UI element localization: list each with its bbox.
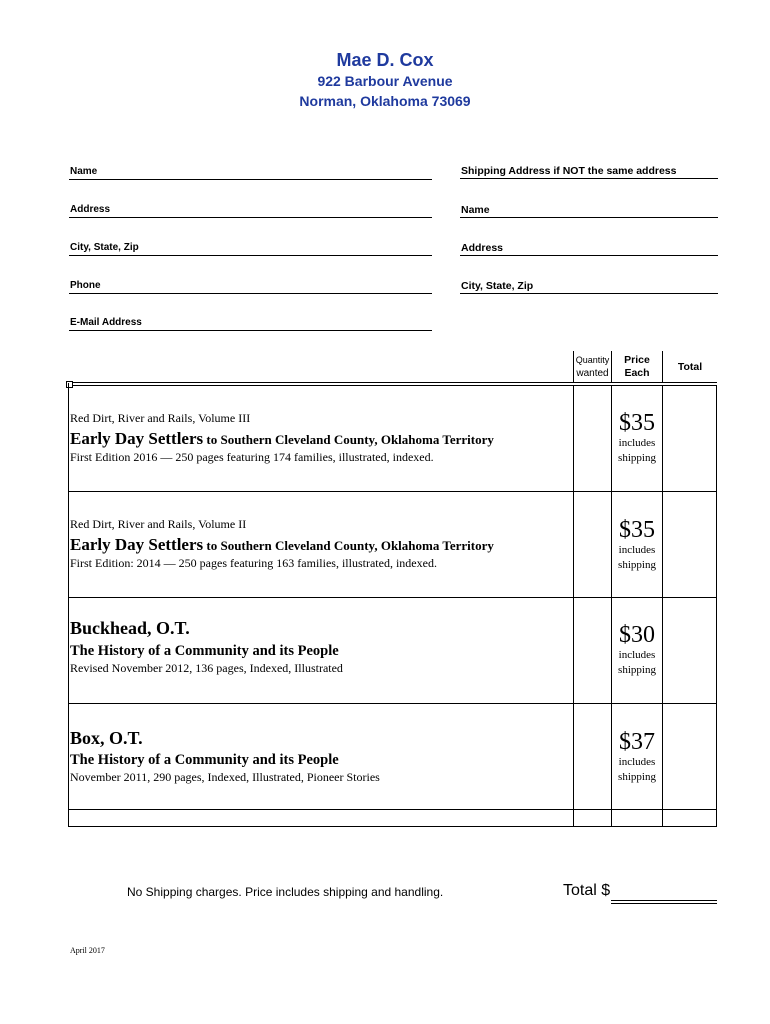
book-title-main: Early Day Settlers xyxy=(70,535,204,554)
book-description: First Edition 2016 — 250 pages featuring 174 families, illustrated, indexed. xyxy=(70,450,434,464)
grand-total-underline xyxy=(611,903,717,904)
price-amount: $37 xyxy=(619,729,655,755)
book-title-main: Box, O.T. xyxy=(70,728,143,748)
vendor-city: Norman, Oklahoma 73069 xyxy=(299,93,471,109)
row-separator-3 xyxy=(68,703,717,704)
header-divider-qty xyxy=(573,351,574,383)
price-note-line2: shipping xyxy=(618,771,656,783)
book-title-main: Buckhead, O.T. xyxy=(70,618,190,638)
table-top-rule xyxy=(68,382,717,383)
price-note-line2: shipping xyxy=(618,664,656,676)
quantity-header-line1: Quantity xyxy=(575,355,610,365)
shipping-name-field[interactable]: Name xyxy=(460,203,718,218)
row-separator-4 xyxy=(68,809,717,810)
email-field[interactable]: E-Mail Address xyxy=(69,316,432,331)
book-title xyxy=(70,535,570,555)
table-bottom-rule xyxy=(68,826,717,827)
shipping-city-state-zip-field[interactable]: City, State, Zip xyxy=(460,279,718,294)
table-left-border xyxy=(68,383,69,827)
book-price-2 xyxy=(611,517,663,573)
book-description: Revised November 2012, 136 pages, Indexed, Illustrated xyxy=(70,661,343,675)
shipping-address-field[interactable]: Address xyxy=(460,241,718,256)
price-amount: $35 xyxy=(619,517,655,543)
price-amount: $35 xyxy=(619,410,655,436)
shipping-address-heading[interactable]: Shipping Address if NOT the same address xyxy=(460,164,718,179)
grand-total-field[interactable] xyxy=(611,900,717,901)
book-row-2 xyxy=(70,517,570,571)
form-date: April 2017 xyxy=(70,946,105,955)
name-field[interactable]: Name xyxy=(69,165,432,180)
table-top-rule-2 xyxy=(68,385,717,386)
book-subtitle: The History of a Community and its People xyxy=(70,752,339,768)
book-description: First Edition: 2014 — 250 pages featuring 163 families, illustrated, indexed. xyxy=(70,556,437,570)
book-title-main: Early Day Settlers xyxy=(70,429,204,448)
table-divider-qty xyxy=(573,386,574,827)
price-note-line2: shipping xyxy=(618,559,656,571)
row-separator-1 xyxy=(68,491,717,492)
price-header-line1: Price xyxy=(624,354,650,366)
price-amount: $30 xyxy=(619,622,655,648)
quantity-header-line2: wanted xyxy=(576,368,609,379)
price-note-line1: includes xyxy=(618,437,656,449)
price-note-line2: shipping xyxy=(618,452,656,464)
phone-field[interactable]: Phone xyxy=(69,279,432,294)
total-header: Total xyxy=(677,361,703,373)
price-header-line2: Each xyxy=(624,367,650,379)
book-series: Red Dirt, River and Rails, Volume III xyxy=(70,411,251,425)
book-title-rest: to Southern Cleveland County, Oklahoma Territory xyxy=(203,538,494,553)
city-state-zip-field[interactable]: City, State, Zip xyxy=(69,241,432,256)
book-title-rest: to Southern Cleveland County, Oklahoma Territory xyxy=(203,432,494,447)
row-separator-2 xyxy=(68,597,717,598)
address-field[interactable]: Address xyxy=(69,203,432,218)
price-note-line1: includes xyxy=(618,649,656,661)
vendor-street: 922 Barbour Avenue xyxy=(317,73,453,89)
grand-total-label: Total $ xyxy=(563,882,611,899)
header-divider-price xyxy=(611,351,612,383)
book-price-1 xyxy=(611,410,663,466)
book-row-1 xyxy=(70,411,570,465)
book-row-4 xyxy=(70,728,570,785)
book-subtitle: The History of a Community and its People xyxy=(70,643,339,659)
book-series: Red Dirt, River and Rails, Volume II xyxy=(70,517,247,531)
price-note-line1: includes xyxy=(618,544,656,556)
book-price-4 xyxy=(611,729,663,785)
price-note-line1: includes xyxy=(618,756,656,768)
book-price-3 xyxy=(611,622,663,678)
table-right-border xyxy=(716,386,717,827)
price-header xyxy=(611,354,663,380)
book-title xyxy=(70,429,570,449)
vendor-name: Mae D. Cox xyxy=(336,50,434,70)
book-description: November 2011, 290 pages, Indexed, Illustrated, Pioneer Stories xyxy=(70,770,380,784)
book-row-3 xyxy=(70,618,570,676)
shipping-note: No Shipping charges. Price includes shipping and handling. xyxy=(127,885,444,899)
quantity-header xyxy=(574,353,611,381)
header-divider-total xyxy=(662,351,663,383)
